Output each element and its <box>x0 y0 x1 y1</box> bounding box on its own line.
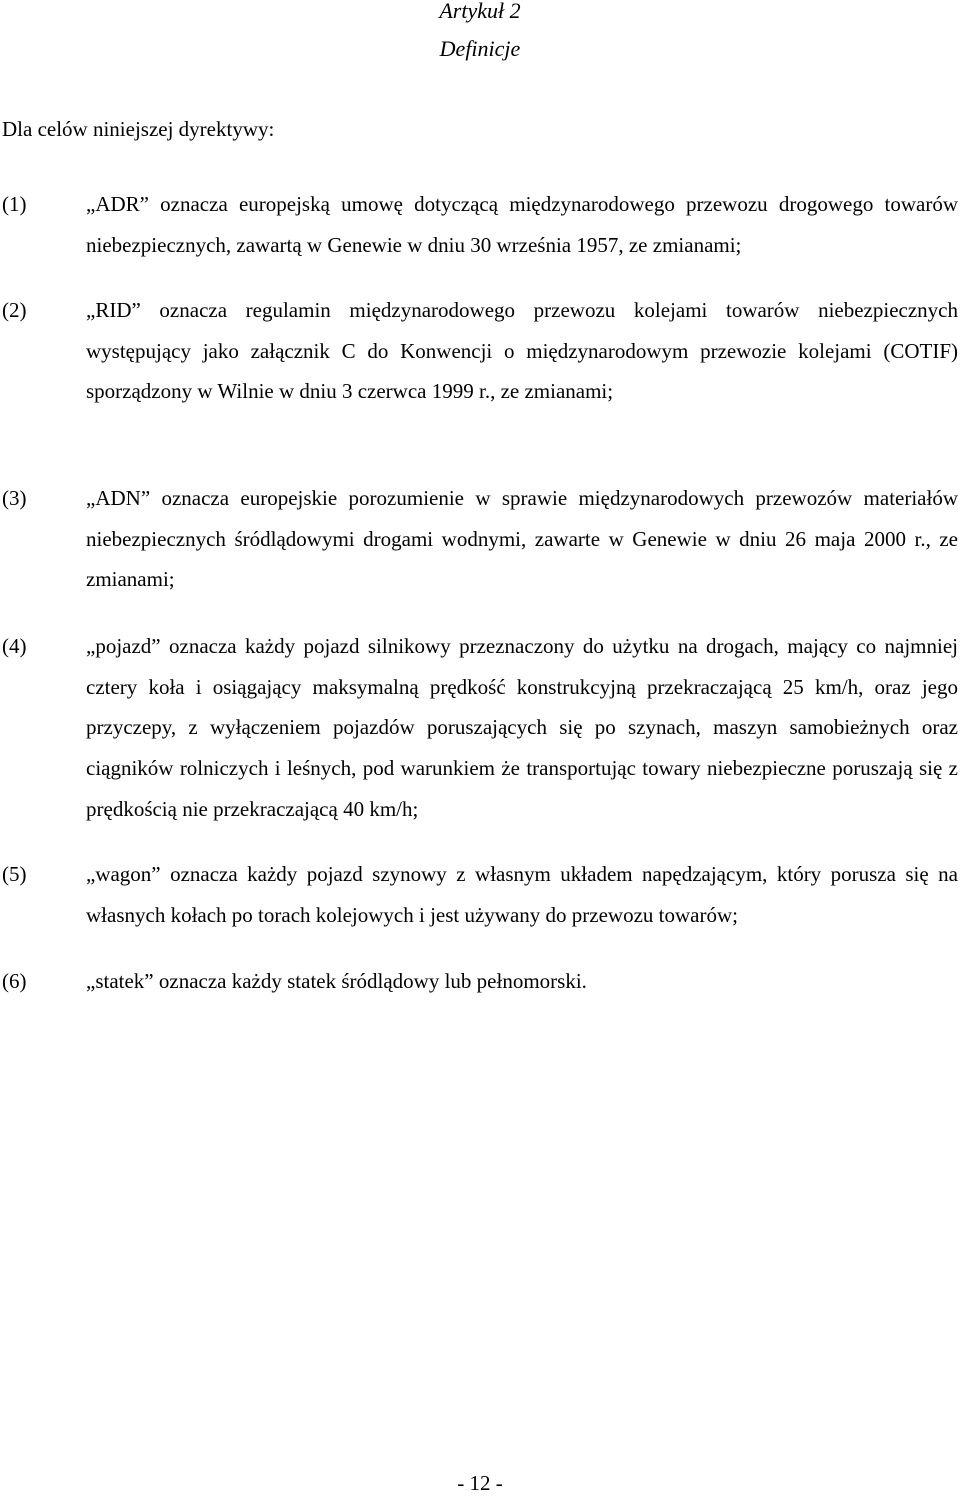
article-heading: Artykuł 2 <box>439 0 521 23</box>
item-text: „ADR” oznacza europejską umowę dotyczącą międzynarodowego przewozu drogowego towarów niebezpiecznych, zawartą w Genewie w dniu 30 września 1957, ze zmianami; <box>86 192 958 257</box>
section-title: Definicje <box>439 36 521 61</box>
item-number: (3) <box>2 486 27 510</box>
item-number: (1) <box>2 192 27 216</box>
item-text: „pojazd” oznacza każdy pojazd silnikowy przeznaczony do użytku na drogach, mający co najmniej cztery koła i osiągający maksymalną prędkość konstrukcyjną przekraczającą 25 km/h, oraz jego przyczepy, z wyłączeniem pojazdów poruszających się po szynach, maszyn samobieżnych oraz ciągników rolniczych i leśnych, pod warunkiem że transportując towary niebezpieczne poruszają się z prędkością nie przekraczającą 40 km/h; <box>86 634 958 821</box>
item-text: „wagon” oznacza każdy pojazd szynowy z własnym układem napędzającym, który porusza się na własnych kołach po torach kolejowych i jest używany do przewozu towarów; <box>86 862 958 927</box>
intro-text: Dla celów niniejszej dyrektywy: <box>2 117 275 141</box>
item-number: (4) <box>2 634 27 658</box>
page-number: - 12 - <box>457 1471 503 1495</box>
item-number: (6) <box>2 969 27 993</box>
item-text: „ADN” oznacza europejskie porozumienie w sprawie międzynarodowych przewozów materiałów niebezpiecznych śródlądowymi drogami wodnymi, zawarte w Genewie w dniu 26 maja 2000 r., ze zmianami; <box>86 486 958 592</box>
item-text: „RID” oznacza regulamin międzynarodowego przewozu kolejami towarów niebezpiecznych występujący jako załącznik C do Konwencji o międzynarodowym przewozie kolejami (COTIF) sporządzony w Wilnie w dniu 3 czerwca 1999 r., ze zmianami; <box>86 298 958 404</box>
item-number: (2) <box>2 298 27 322</box>
item-text: „statek” oznacza każdy statek śródlądowy lub pełnomorski. <box>86 969 587 993</box>
item-number: (5) <box>2 862 27 886</box>
